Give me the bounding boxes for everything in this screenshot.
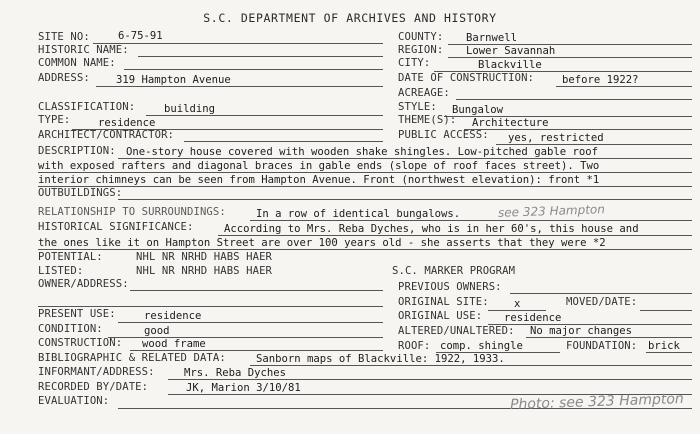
relationship-handwritten-note: see 323 Hampton [497,202,606,220]
site-no-value: 6-75-91 [118,30,163,42]
classification-rule [146,115,383,116]
foundation-rule [646,352,692,353]
condition-label: CONDITION: [38,323,103,335]
owner-rule [130,290,383,291]
informant-label: INFORMANT/ADDRESS: [38,366,155,378]
style-value: Bungalow [452,104,504,116]
description-rule-1 [118,158,692,159]
condition-value: good [144,325,170,337]
classification-value: building [164,103,216,115]
foundation-label: FOUNDATION: [566,340,638,352]
public-access-label: PUBLIC ACCESS: [398,129,489,141]
outbuildings-label: OUTBUILDINGS: [38,187,123,199]
city-label: CITY: [398,57,431,69]
construction-label: CONSTRUCTION: [38,337,123,349]
significance-line-2: the ones like it on Hampton Street are over 100 years old - she asserts that they were *2 [38,237,606,249]
altered-value: No major changes [530,325,633,337]
construction-value: wood frame [142,338,206,350]
significance-rule-1 [218,235,692,236]
previous-owners-label: PREVIOUS OWNERS: [398,281,502,293]
date-construction-value: before 1922? [562,74,639,86]
type-value: residence [98,117,156,129]
foundation-value: brick [648,340,680,352]
architect-rule [184,141,383,142]
previous-owners-rule [510,293,692,294]
county-label: COUNTY: [398,31,444,43]
significance-rule-2 [38,249,692,250]
moved-date-rule [640,310,692,311]
description-line-1: One-story house covered with wooden shake shingles. Low-pitched gable roof [126,146,598,158]
themes-label: THEME(S): [398,114,457,126]
city-value: Blackville [478,59,542,71]
region-value: Lower Savannah [466,45,556,57]
description-line-3: interior chimneys can be seen from Hampton Avenue. Front (northwest elevation): front *1 [38,174,600,186]
owner-rule-2 [38,306,383,307]
construction-rule [130,350,383,351]
relationship-value: In a row of identical bungalows. [256,208,461,220]
historic-name-label: HISTORIC NAME: [38,44,129,56]
relationship-rule [250,220,692,221]
potential-label: POTENTIAL: [38,251,103,263]
significance-line-1: According to Mrs. Reba Dyches, who is in her 60's, this house and [224,223,639,235]
marker-program-label: S.C. MARKER PROGRAM [392,265,516,277]
evaluation-handwritten-note: Photo: see 323 Hampton [509,390,685,414]
bibliographic-value: Sanborn maps of Blackville: 1922, 1933. [256,353,505,365]
architect-label: ARCHITECT/CONTRACTOR: [38,129,175,141]
public-access-value: yes, restricted [508,132,604,144]
style-label: STYLE: [398,101,437,113]
acreage-label: ACREAGE: [398,87,450,99]
themes-value: Architecture [472,117,549,129]
moved-date-label: MOVED/DATE: [566,296,638,308]
listed-options: NHL NR NRHD HABS HAER [136,265,273,277]
present-use-label: PRESENT USE: [38,308,116,320]
common-name-rule [124,69,383,70]
original-use-value: residence [504,312,562,324]
potential-options: NHL NR NRHD HABS HAER [136,251,273,263]
present-use-value: residence [144,310,202,322]
region-label: REGION: [398,44,444,56]
owner-label: OWNER/ADDRESS: [38,278,129,290]
description-label: DESCRIPTION: [38,145,116,157]
bibliographic-rule [250,365,692,366]
original-site-label: ORIGINAL SITE: [398,296,489,308]
historic-name-rule [138,56,383,57]
evaluation-label: EVALUATION: [38,395,110,407]
altered-rule [526,337,692,338]
public-access-rule [496,144,692,145]
form-title: S.C. DEPARTMENT OF ARCHIVES AND HISTORY [203,11,497,25]
region-rule [448,57,692,58]
original-site-rule [488,310,546,311]
address-label: ADDRESS: [38,72,90,84]
type-label: TYPE: [38,114,71,126]
significance-label: HISTORICAL SIGNIFICANCE: [38,221,194,233]
roof-label: ROOF: [398,340,431,352]
description-line-2: with exposed rafters and diagonal braces in gable ends (slope of roof faces street). Two [38,160,600,172]
county-value: Barnwell [466,32,518,44]
altered-label: ALTERED/UNALTERED: [398,325,515,337]
address-rule [96,86,383,87]
description-rule-2 [38,172,692,173]
relationship-label: RELATIONSHIP TO SURROUNDINGS: [38,206,226,218]
original-site-value: x [514,298,521,310]
date-construction-label: DATE OF CONSTRUCTION: [398,72,535,84]
listed-label: LISTED: [38,265,84,277]
date-construction-rule [556,86,692,87]
bibliographic-label: BIBLIOGRAPHIC & RELATED DATA: [38,352,226,364]
recorded-by-value: JK, Marion 3/10/81 [186,382,301,394]
site-no-rule [93,43,383,44]
roof-value: comp. shingle [440,340,523,352]
recorded-by-label: RECORDED BY/DATE: [38,381,149,393]
classification-label: CLASSIFICATION: [38,101,136,113]
informant-value: Mrs. Reba Dyches [184,367,287,379]
outbuildings-rule [118,199,692,200]
description-rule-3 [38,186,692,187]
informant-rule [168,379,692,380]
common-name-label: COMMON NAME: [38,57,116,69]
site-no-label: SITE NO: [38,31,90,43]
original-use-label: ORIGINAL USE: [398,310,483,322]
address-value: 319 Hampton Avenue [116,74,231,86]
themes-rule [464,129,692,130]
acreage-rule [456,99,692,100]
present-use-rule [118,322,383,323]
